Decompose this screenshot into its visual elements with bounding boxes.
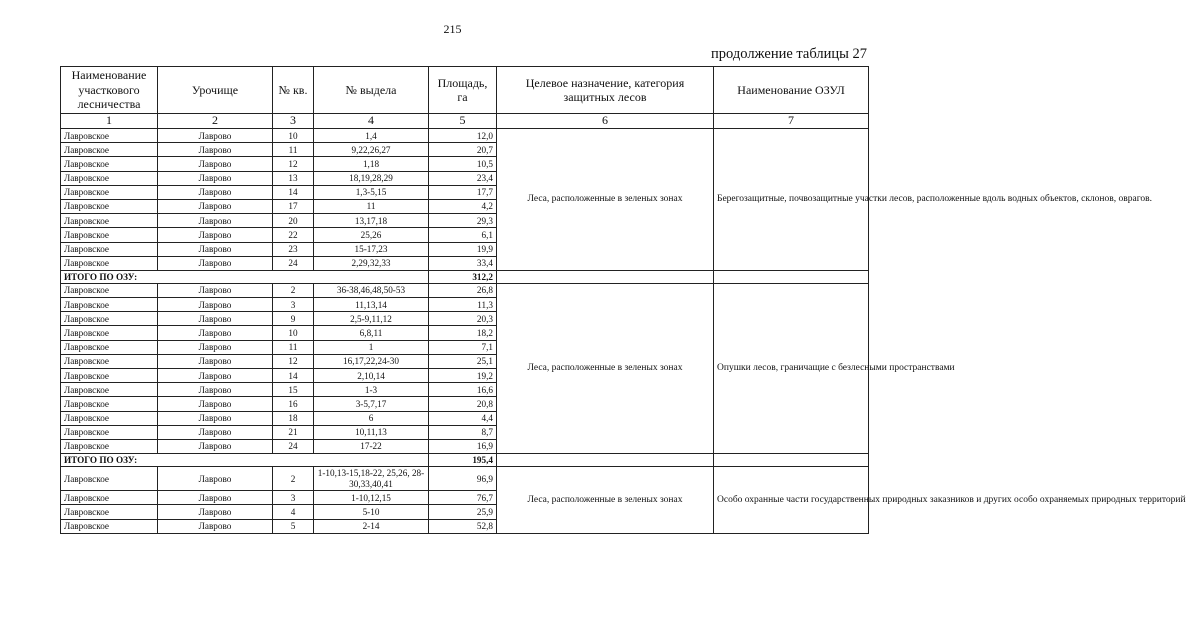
- tract-cell: Лаврово: [158, 354, 273, 368]
- forestry-cell: Лавровское: [61, 326, 158, 340]
- area-cell: 8,7: [429, 425, 497, 439]
- tract-cell: Лаврово: [158, 214, 273, 228]
- forestry-cell: Лавровское: [61, 491, 158, 505]
- forestry-cell: Лавровское: [61, 171, 158, 185]
- tract-cell: Лаврово: [158, 425, 273, 439]
- area-cell: 20,3: [429, 312, 497, 326]
- tract-cell: Лаврово: [158, 340, 273, 354]
- allotment-cell: 1,18: [314, 157, 429, 171]
- tract-cell: Лаврово: [158, 519, 273, 533]
- allotment-cell: 1-3: [314, 383, 429, 397]
- tract-cell: Лаврово: [158, 326, 273, 340]
- quarter-cell: 15: [273, 383, 314, 397]
- purpose-cell: Леса, расположенные в зеленых зонах: [497, 129, 714, 271]
- tract-cell: Лаврово: [158, 369, 273, 383]
- ozul-cell: Особо охранные части государственных природных заказников и других особо охраняемых природных территорий: [714, 467, 869, 534]
- quarter-cell: 18: [273, 411, 314, 425]
- allotment-cell: 36-38,46,48,50-53: [314, 283, 429, 297]
- allotment-cell: 11: [314, 199, 429, 213]
- header-purpose: Целевое назначение, категория защитных лесов: [497, 67, 714, 114]
- empty-cell: [714, 454, 869, 467]
- allotment-cell: 15-17,23: [314, 242, 429, 256]
- tract-cell: Лаврово: [158, 199, 273, 213]
- forest-table: [60, 66, 1186, 534]
- tract-cell: Лаврово: [158, 171, 273, 185]
- area-cell: 18,2: [429, 326, 497, 340]
- forestry-cell: Лавровское: [61, 199, 158, 213]
- header-area: Площадь, га: [429, 67, 497, 114]
- area-cell: 10,5: [429, 157, 497, 171]
- total-row: [61, 270, 869, 283]
- page-number: 215: [443, 22, 462, 36]
- forestry-cell: Лавровское: [61, 283, 158, 297]
- total-value: 312,2: [429, 270, 497, 283]
- purpose-cell: Леса, расположенные в зеленых зонах: [497, 283, 714, 453]
- allotment-cell: 2,29,32,33: [314, 256, 429, 270]
- empty-cell: [497, 270, 714, 283]
- area-cell: 11,3: [429, 298, 497, 312]
- forestry-cell: Лавровское: [61, 242, 158, 256]
- allotment-cell: 2-14: [314, 519, 429, 533]
- allotment-cell: 2,5-9,11,12: [314, 312, 429, 326]
- allotment-cell: 1,3-5,15: [314, 185, 429, 199]
- column-number: 7: [714, 114, 869, 129]
- tract-cell: Лаврово: [158, 228, 273, 242]
- forestry-cell: Лавровское: [61, 505, 158, 519]
- area-cell: 96,9: [429, 467, 497, 491]
- forestry-cell: Лавровское: [61, 439, 158, 453]
- area-cell: 7,1: [429, 340, 497, 354]
- header-tract: Урочище: [158, 67, 273, 114]
- allotment-cell: 1: [314, 340, 429, 354]
- quarter-cell: 16: [273, 397, 314, 411]
- area-cell: 20,7: [429, 143, 497, 157]
- header-row: [61, 67, 869, 114]
- allotment-cell: 6: [314, 411, 429, 425]
- forestry-cell: Лавровское: [61, 256, 158, 270]
- quarter-cell: 3: [273, 298, 314, 312]
- area-cell: 19,2: [429, 369, 497, 383]
- tract-cell: Лаврово: [158, 157, 273, 171]
- forestry-cell: Лавровское: [61, 214, 158, 228]
- area-cell: 6,1: [429, 228, 497, 242]
- area-cell: 26,8: [429, 283, 497, 297]
- forestry-cell: Лавровское: [61, 397, 158, 411]
- quarter-cell: 2: [273, 467, 314, 491]
- tract-cell: Лаврово: [158, 242, 273, 256]
- quarter-cell: 12: [273, 354, 314, 368]
- area-cell: 19,9: [429, 242, 497, 256]
- column-number: 2: [158, 114, 273, 129]
- forestry-cell: Лавровское: [61, 340, 158, 354]
- table-row: [61, 283, 869, 297]
- quarter-cell: 10: [273, 129, 314, 143]
- area-cell: 12,0: [429, 129, 497, 143]
- tract-cell: Лаврово: [158, 129, 273, 143]
- tract-cell: Лаврово: [158, 505, 273, 519]
- allotment-cell: 6,8,11: [314, 326, 429, 340]
- forestry-cell: Лавровское: [61, 143, 158, 157]
- quarter-cell: 14: [273, 369, 314, 383]
- tract-cell: Лаврово: [158, 439, 273, 453]
- quarter-cell: 22: [273, 228, 314, 242]
- header-quarter: № кв.: [273, 67, 314, 114]
- total-label: ИТОГО ПО ОЗУ:: [61, 454, 429, 467]
- total-label: ИТОГО ПО ОЗУ:: [61, 270, 429, 283]
- tract-cell: Лаврово: [158, 143, 273, 157]
- area-cell: 16,9: [429, 439, 497, 453]
- tract-cell: Лаврово: [158, 185, 273, 199]
- quarter-cell: 20: [273, 214, 314, 228]
- quarter-cell: 24: [273, 439, 314, 453]
- forestry-cell: Лавровское: [61, 354, 158, 368]
- quarter-cell: 10: [273, 326, 314, 340]
- forestry-cell: Лавровское: [61, 312, 158, 326]
- total-row: [61, 454, 869, 467]
- forestry-cell: Лавровское: [61, 411, 158, 425]
- forestry-cell: Лавровское: [61, 425, 158, 439]
- quarter-cell: 2: [273, 283, 314, 297]
- area-cell: 4,2: [429, 199, 497, 213]
- forestry-cell: Лавровское: [61, 185, 158, 199]
- allotment-cell: 17-22: [314, 439, 429, 453]
- quarter-cell: 21: [273, 425, 314, 439]
- continuation-label: продолжение таблицы 27: [711, 46, 867, 62]
- quarter-cell: 11: [273, 143, 314, 157]
- quarter-cell: 24: [273, 256, 314, 270]
- area-cell: 25,9: [429, 505, 497, 519]
- quarter-cell: 13: [273, 171, 314, 185]
- tract-cell: Лаврово: [158, 298, 273, 312]
- allotment-cell: 5-10: [314, 505, 429, 519]
- tract-cell: Лаврово: [158, 467, 273, 491]
- quarter-cell: 17: [273, 199, 314, 213]
- area-cell: 23,4: [429, 171, 497, 185]
- column-number: 3: [273, 114, 314, 129]
- table-body: [61, 129, 1186, 534]
- header-allotment: № выдела: [314, 67, 429, 114]
- forestry-cell: Лавровское: [61, 467, 158, 491]
- allotment-cell: 2,10,14: [314, 369, 429, 383]
- allotment-cell: 1-10,13-15,18-22, 25,26, 28-30,33,40,41: [314, 467, 429, 491]
- tract-cell: Лаврово: [158, 397, 273, 411]
- table-row: [61, 467, 869, 491]
- forestry-cell: Лавровское: [61, 383, 158, 397]
- header-forestry: Наименование участкового лесничества: [61, 67, 158, 114]
- allotment-cell: 13,17,18: [314, 214, 429, 228]
- empty-cell: [497, 454, 714, 467]
- quarter-cell: 12: [273, 157, 314, 171]
- allotment-cell: 9,22,26,27: [314, 143, 429, 157]
- allotment-cell: 16,17,22,24-30: [314, 354, 429, 368]
- tract-cell: Лаврово: [158, 312, 273, 326]
- quarter-cell: 11: [273, 340, 314, 354]
- tract-cell: Лаврово: [158, 383, 273, 397]
- area-cell: 76,7: [429, 491, 497, 505]
- forestry-cell: Лавровское: [61, 157, 158, 171]
- allotment-cell: 25,26: [314, 228, 429, 242]
- tract-cell: Лаврово: [158, 256, 273, 270]
- allotment-cell: 1-10,12,15: [314, 491, 429, 505]
- area-cell: 17,7: [429, 185, 497, 199]
- area-cell: 29,3: [429, 214, 497, 228]
- allotment-cell: 18,19,28,29: [314, 171, 429, 185]
- tract-cell: Лаврово: [158, 491, 273, 505]
- empty-cell: [714, 270, 869, 283]
- area-cell: 33,4: [429, 256, 497, 270]
- total-value: 195,4: [429, 454, 497, 467]
- quarter-cell: 5: [273, 519, 314, 533]
- forestry-cell: Лавровское: [61, 298, 158, 312]
- area-cell: 52,8: [429, 519, 497, 533]
- quarter-cell: 9: [273, 312, 314, 326]
- quarter-cell: 14: [273, 185, 314, 199]
- column-number: 6: [497, 114, 714, 129]
- ozul-cell: Берегозащитные, почвозащитные участки лесов, расположенные вдоль водных объектов, склонов, оврагов.: [714, 129, 869, 271]
- forestry-cell: Лавровское: [61, 228, 158, 242]
- area-cell: 4,4: [429, 411, 497, 425]
- area-cell: 20,8: [429, 397, 497, 411]
- column-number: 1: [61, 114, 158, 129]
- ozul-cell: Опушки лесов, граничащие с безлесными пространствами: [714, 283, 869, 453]
- allotment-cell: 3-5,7,17: [314, 397, 429, 411]
- column-number-row: [61, 114, 869, 129]
- forestry-cell: Лавровское: [61, 369, 158, 383]
- purpose-cell: Леса, расположенные в зеленых зонах: [497, 467, 714, 534]
- allotment-cell: 11,13,14: [314, 298, 429, 312]
- header-ozul: Наименование ОЗУЛ: [714, 67, 869, 114]
- tract-cell: Лаврово: [158, 283, 273, 297]
- quarter-cell: 23: [273, 242, 314, 256]
- quarter-cell: 4: [273, 505, 314, 519]
- tract-cell: Лаврово: [158, 411, 273, 425]
- area-cell: 16,6: [429, 383, 497, 397]
- forestry-cell: Лавровское: [61, 129, 158, 143]
- allotment-cell: 10,11,13: [314, 425, 429, 439]
- quarter-cell: 3: [273, 491, 314, 505]
- area-cell: 25,1: [429, 354, 497, 368]
- column-number: 5: [429, 114, 497, 129]
- allotment-cell: 1,4: [314, 129, 429, 143]
- forestry-cell: Лавровское: [61, 519, 158, 533]
- column-number: 4: [314, 114, 429, 129]
- table-row: [61, 129, 869, 143]
